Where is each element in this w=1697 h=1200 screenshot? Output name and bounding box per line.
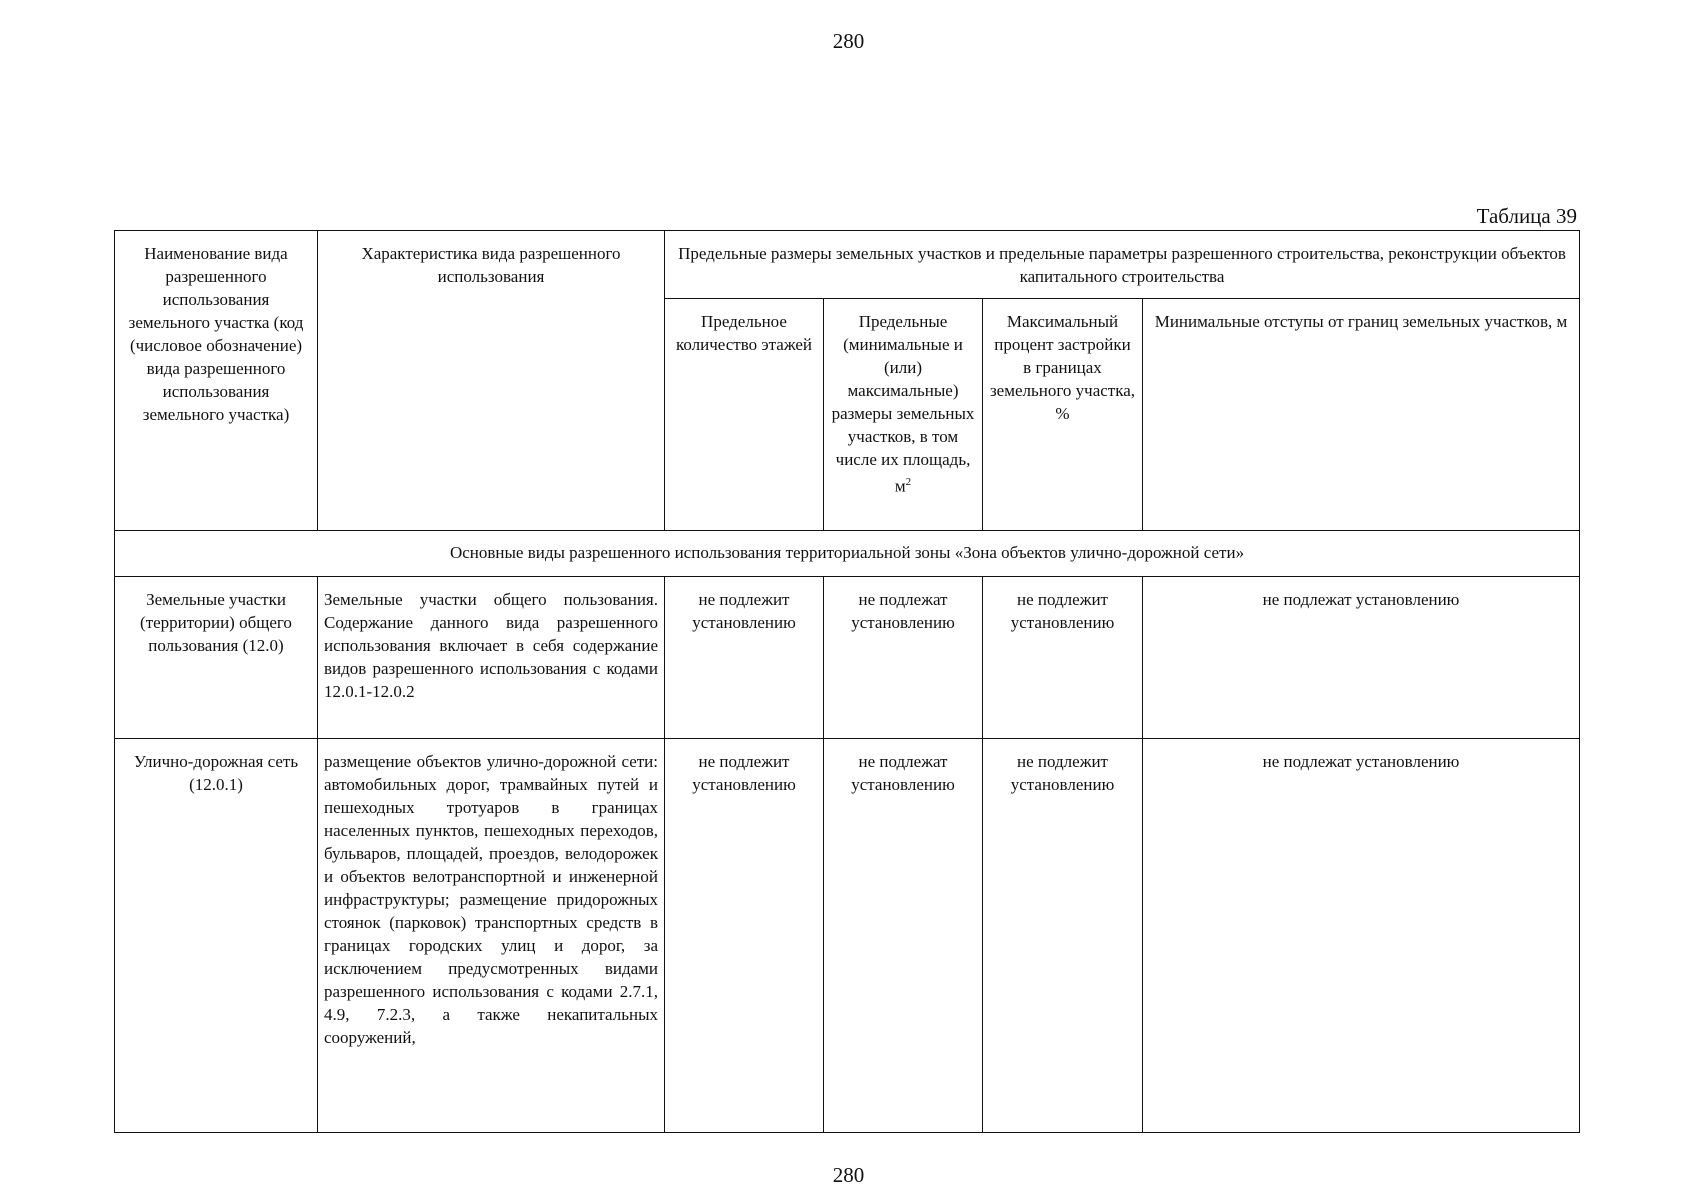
row-coverage: не подлежит установлению [983,577,1143,739]
row-setbacks: не подлежат установлению [1143,577,1580,739]
page-number-bottom: 280 [832,1163,865,1187]
row-use-description: Земельные участки общего пользования. Содержание данного вида разрешенного использования включает в себя содержание видов разрешенного использования с кодами 12.0.1-12.0.2 [318,577,665,739]
table-header-row [115,231,1580,299]
row-floors: не подлежит установлению [665,739,824,1133]
row-use-description: размещение объектов улично-дорожной сети: автомобильных дорог, трамвайных путей и пешеходных тротуаров в границах населенных пунктов, пешеходных переходов, бульваров, площадей, проездов, велодорожек и объектов велотранспортной и инженерной инфраструктуры; размещение придорожных стоянок (парковок) транспортных средств в границах городских улиц и дорог, за исключением предусмотренных видами разрешенного использования с кодами 2.7.1, 4.9, 7.2.3, а также некапитальных сооружений, [318,739,665,1133]
row-plot-sizes: не подлежат установлению [824,739,983,1133]
row-coverage: не подлежит установлению [983,739,1143,1133]
row-floors: не подлежит установлению [665,577,824,739]
regulations-table [114,230,1580,1133]
header-plot-sizes-text: Предельные (минимальные и (или) максимальные) размеры земельных участков, в том числе их площадь, м [831,312,975,496]
table-row [115,739,1580,1133]
page-number-top: 280 [832,29,865,53]
table-row [115,577,1580,739]
header-use-name: Наименование вида разрешенного использования земельного участка (код (числовое обозначение) вида разрешенного использования земельного участка) [115,231,318,531]
table-caption: Таблица 39 [1476,204,1577,228]
section-row [115,531,1580,577]
row-setbacks: не подлежат установлению [1143,739,1580,1133]
header-plot-sizes-sup: 2 [905,476,912,488]
header-setbacks: Минимальные отступы от границ земельных участков, м [1143,299,1580,531]
header-limits-group: Предельные размеры земельных участков и предельные параметры разрешенного строительства, реконструкции объектов капитального строительства [665,231,1580,299]
row-plot-sizes: не подлежат установлению [824,577,983,739]
row-use-name: Земельные участки (территории) общего пользования (12.0) [115,577,318,739]
section-title: Основные виды разрешенного использования территориальной зоны «Зона объектов улично-дорожной сети» [115,531,1580,577]
header-floors: Предельное количество этажей [665,299,824,531]
row-use-name: Улично-дорожная сеть (12.0.1) [115,739,318,1133]
header-plot-sizes [824,299,983,531]
header-use-description: Характеристика вида разрешенного использования [318,231,665,531]
header-coverage: Максимальный процент застройки в границах земельного участка, % [983,299,1143,531]
